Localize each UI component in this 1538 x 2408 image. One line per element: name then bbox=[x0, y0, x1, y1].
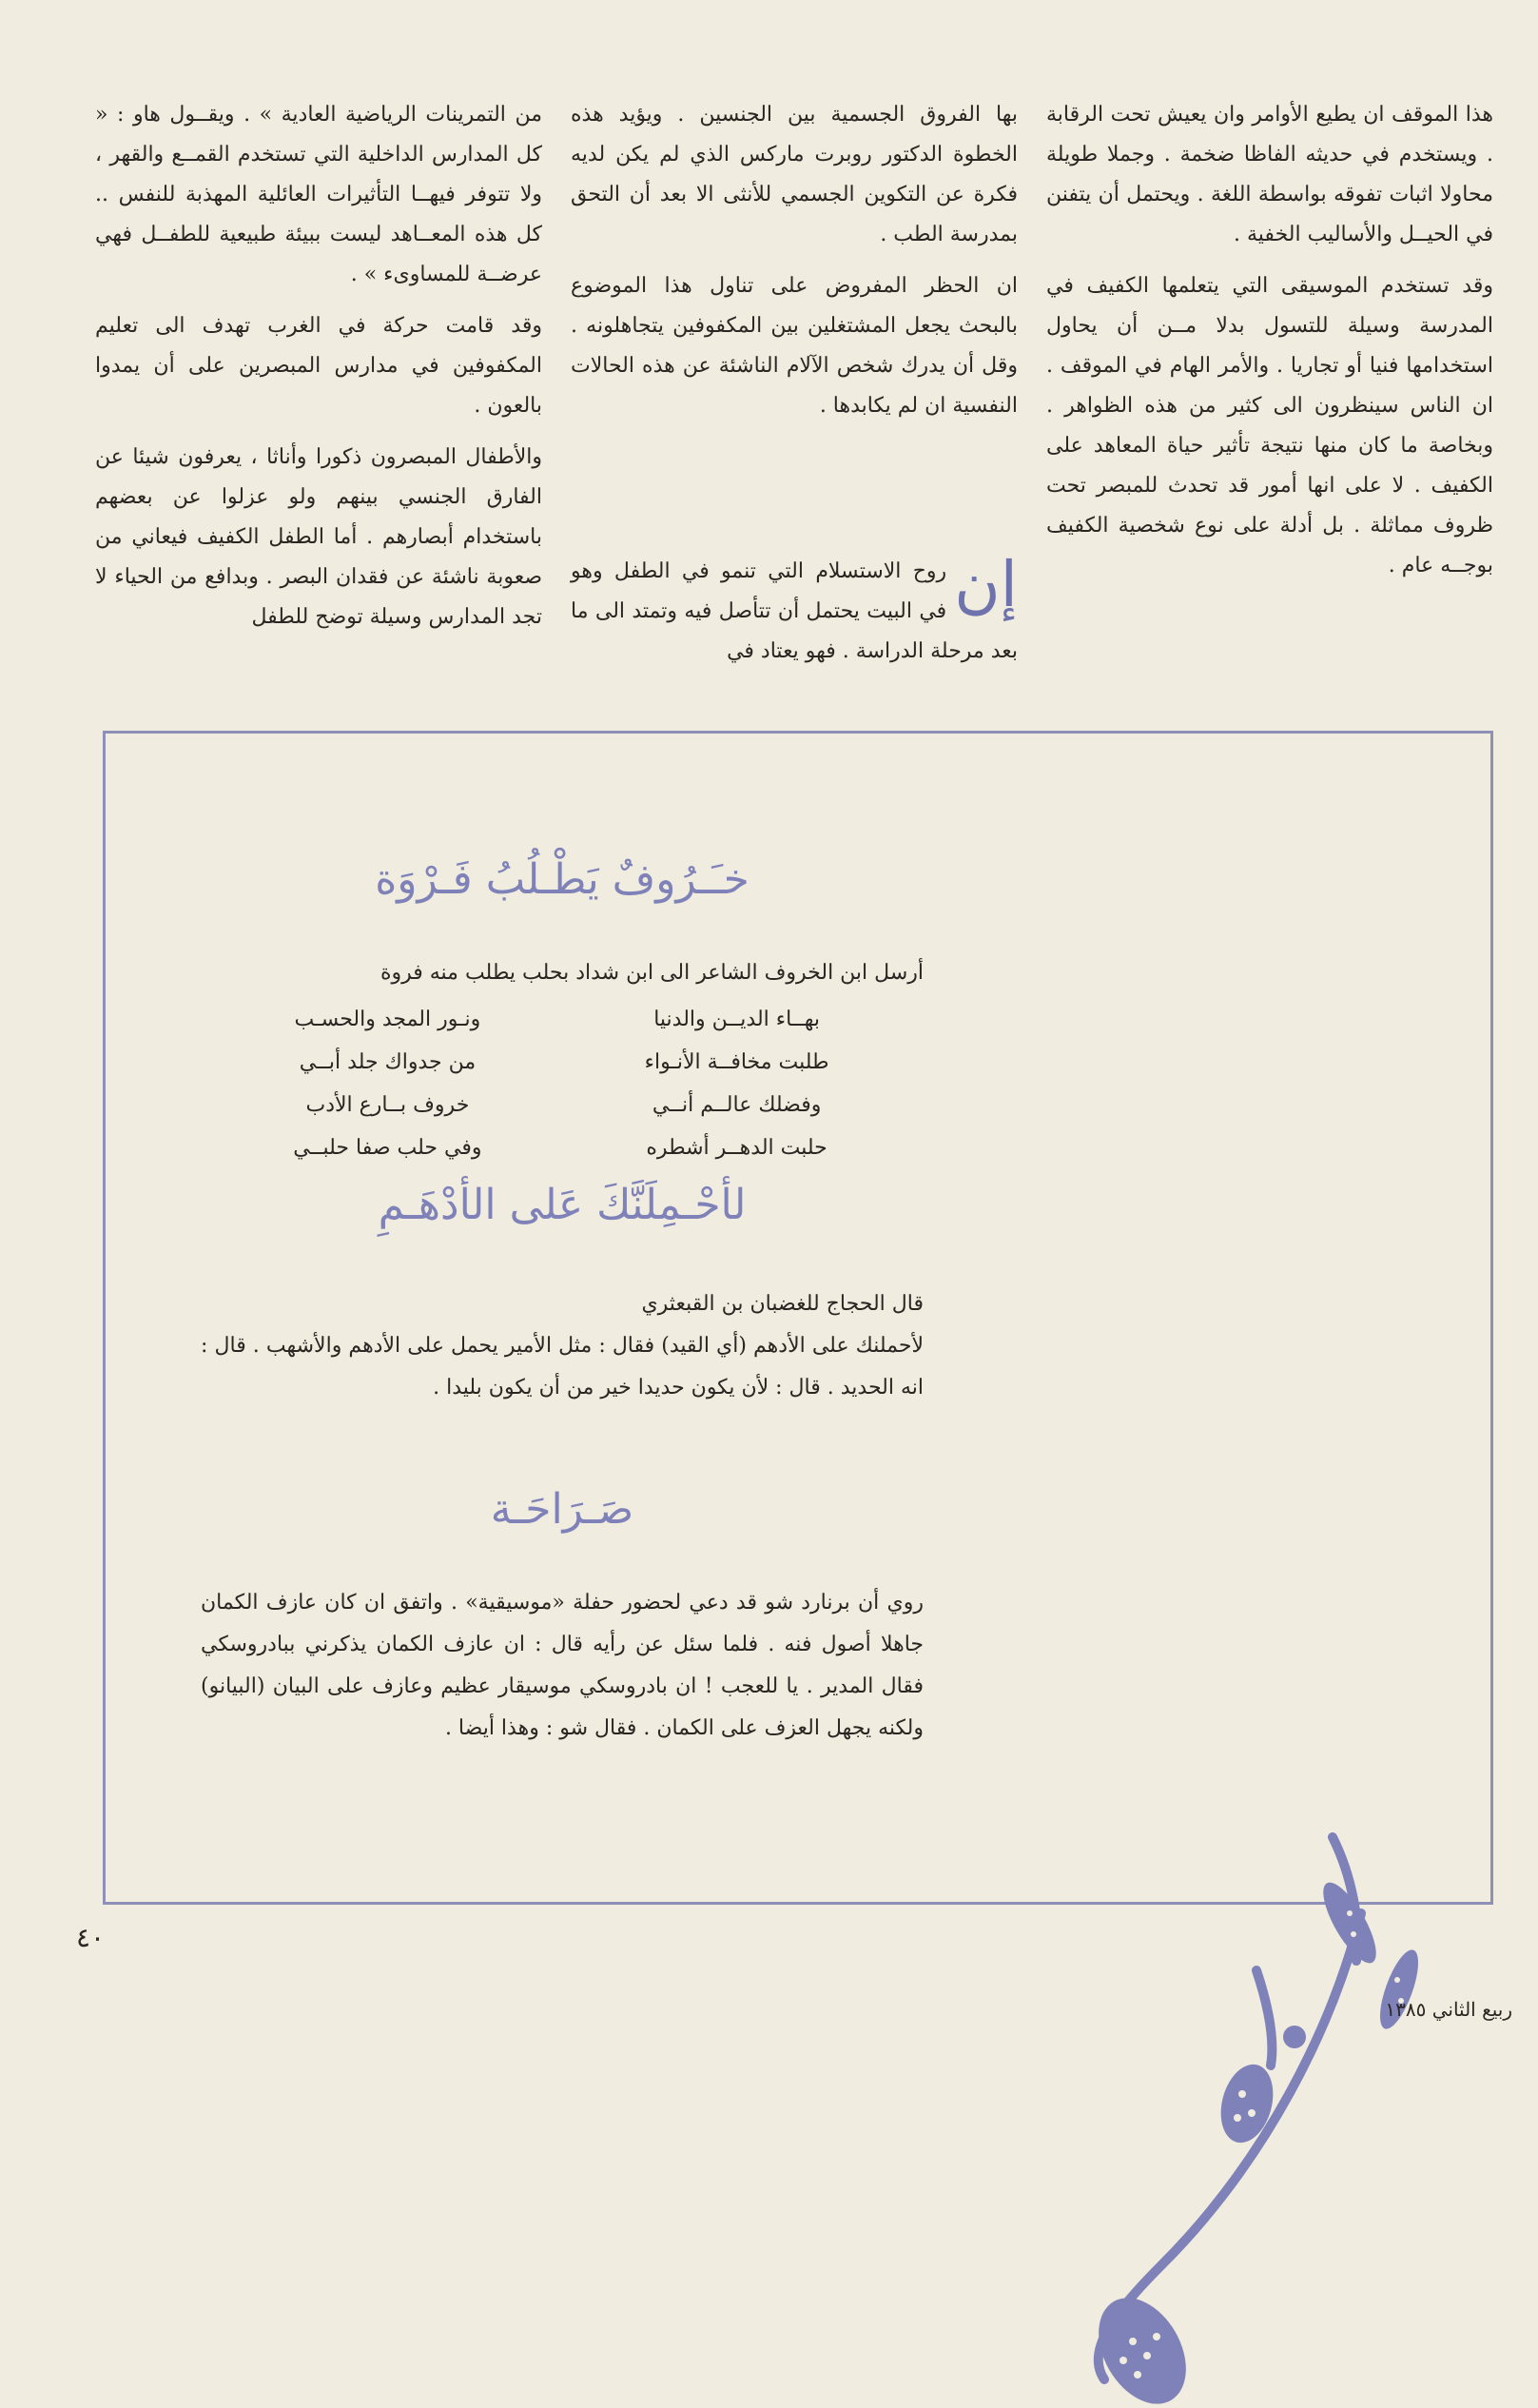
panel-content bbox=[201, 734, 924, 1902]
paragraph-with-dropcap bbox=[571, 548, 1018, 672]
verse-hemistich: حلبت الدهــر أشطره bbox=[646, 1136, 827, 1160]
poem-verses bbox=[201, 998, 924, 1169]
verse-hemistich: خروف بــارع الأدب bbox=[305, 1093, 470, 1117]
anecdotes-panel bbox=[103, 731, 1493, 1905]
section-text: روي أن برنارد شو قد دعي لحضور حفلة «موسيقية» . واتفق ان كان عازف الكمان جاهلا أصول فنه . فلما سئل عن رأيه قال : ان عازف الكمان يذكرني ببادروسكي فقال المدير . يا للعجب ! ان بادروسكي موسيقار عظيم وعازف على البيان (البيانو) ولكنه يجهل العزف على الكمان . فقال شو : وهذا أيضا . bbox=[201, 1591, 924, 1740]
paragraph: والأطفال المبصرون ذكورا وأناثا ، يعرفون شيئا عن الفارق الجنسي بينهم ولو عزلوا عن بعضهم باستخدام أبصارهم . أما الطفل الكفيف فيعاني من صعوبة ناشئة عن فقدان البصر . وبدافع من الحياء لا تجد المدارس وسيلة توضح للطفل bbox=[95, 445, 542, 629]
drop-cap: إن bbox=[954, 548, 1018, 621]
verse-hemistich: بهــاء الديــن والدنيا bbox=[653, 1008, 820, 1031]
column-middle bbox=[571, 95, 1018, 685]
verse-hemistich: وفي حلب صفا حلبــي bbox=[293, 1136, 482, 1160]
verse-hemistich: ونـور المجد والحسـب bbox=[294, 1008, 481, 1031]
issue-date: ربيع الثاني ١٣٨٥ bbox=[1385, 1998, 1512, 2021]
paragraph-text: روح الاستسلام التي تنمو في الطفل وهو في البيت يحتمل أن تتأصل فيه وتمتد الى ما بعد مرحلة الدراسة . فهو يعتاد في bbox=[571, 559, 1018, 663]
paragraph: ان الحظر المفروض على تناول هذا الموضوع بالبحث يجعل المشتغلين بين المكفوفين يتجاهلونه . وقل أن يدرك شخص الآلام الناشئة عن هذه الحالات النفسية ان لم يكابدها . bbox=[571, 274, 1018, 418]
verse-row bbox=[201, 1041, 924, 1084]
page-number: ٤٠ bbox=[76, 1922, 106, 1953]
article-columns bbox=[95, 95, 1493, 685]
paragraph: من التمرينات الرياضية العادية » . ويقــول هاو : « كل المدارس الداخلية التي تستخدم القمــع والقهر ، ولا تتوفر فيهــا التأثيرات العائلية المهذبة للنفس .. كل هذه المعــاهد ليست ببيئة طبيعية للطفــل فهي عرضــة للمساوىء » . bbox=[95, 103, 542, 286]
column-right bbox=[95, 95, 542, 685]
verse-row bbox=[201, 1084, 924, 1126]
verse-row bbox=[201, 998, 924, 1041]
column-spacer bbox=[571, 438, 1018, 552]
section-title: صَـرَاحَـة bbox=[490, 1485, 634, 1534]
verse-row bbox=[201, 1126, 924, 1169]
calligraphy-logo bbox=[1047, 1818, 1447, 2408]
paragraph: وقد تستخدم الموسيقى التي يتعلمها الكفيف في المدرسة وسيلة للتسول بدلا مــن أن يحاول استخدامها فنيا أو تجاريا . والأمر الهام في الموقف . ان الناس سينظرون الى كثير من هذه الظواهر . وبخاصة ما كان منها نتيجة تأثير حياة المعاهد على الكفيف . لا على انها أمور قد تحدث للمبصر تحت ظروف مماثلة . بل أدلة على نوع شخصية الكفيف بوجــه عام . bbox=[1046, 274, 1493, 578]
section-text: قال الحجاج للغضبان بن القبعثري لأحملنك على الأدهم (أي القيد) فقال : مثل الأمير يحمل على الأدهم والأشهب . قال : انه الحديد . قال : لأن يكون حديدا خير من أن يكون بليدا . bbox=[201, 1292, 924, 1400]
paragraph: وقد قامت حركة في الغرب تهدف الى تعليم المكفوفين في مدارس المبصرين على أن يمدوا بالعون . bbox=[95, 314, 542, 418]
paragraph: بها الفروق الجسمية بين الجنسين . ويؤيد هذه الخطوة الدكتور روبرت ماركس الذي لم يكن لديه فكرة عن التكوين الجسمي للأنثى الا بعد أن التحق بمدرسة الطب . bbox=[571, 103, 1018, 246]
section-intro: أرسل ابن الخروف الشاعر الى ابن شداد بحلب يطلب منه فروة bbox=[380, 961, 924, 985]
verse-hemistich: من جدواك جلد أبــي bbox=[299, 1050, 477, 1074]
paragraph: هذا الموقف ان يطيع الأوامر وان يعيش تحت الرقابة . ويستخدم في حديثه الفاظا ضخمة . وجملا طويلة محاولا اثبات تفوقه بواسطة اللغة . ويحتمل أن يتفنن في الحيــل والأساليب الخفية . bbox=[1046, 103, 1493, 246]
column-left bbox=[1046, 95, 1493, 685]
verse-hemistich: طلبت مخافــة الأنـواء bbox=[644, 1050, 829, 1074]
verse-hemistich: وفضلك عالــم أنــي bbox=[652, 1093, 822, 1117]
section-title: لأحْـمِلَنَّكَ عَلى الأدْهَـمِ bbox=[378, 1181, 747, 1229]
section-title: خـَـرُوفٌ يَطْـلُبُ فَـرْوَة bbox=[375, 855, 750, 904]
